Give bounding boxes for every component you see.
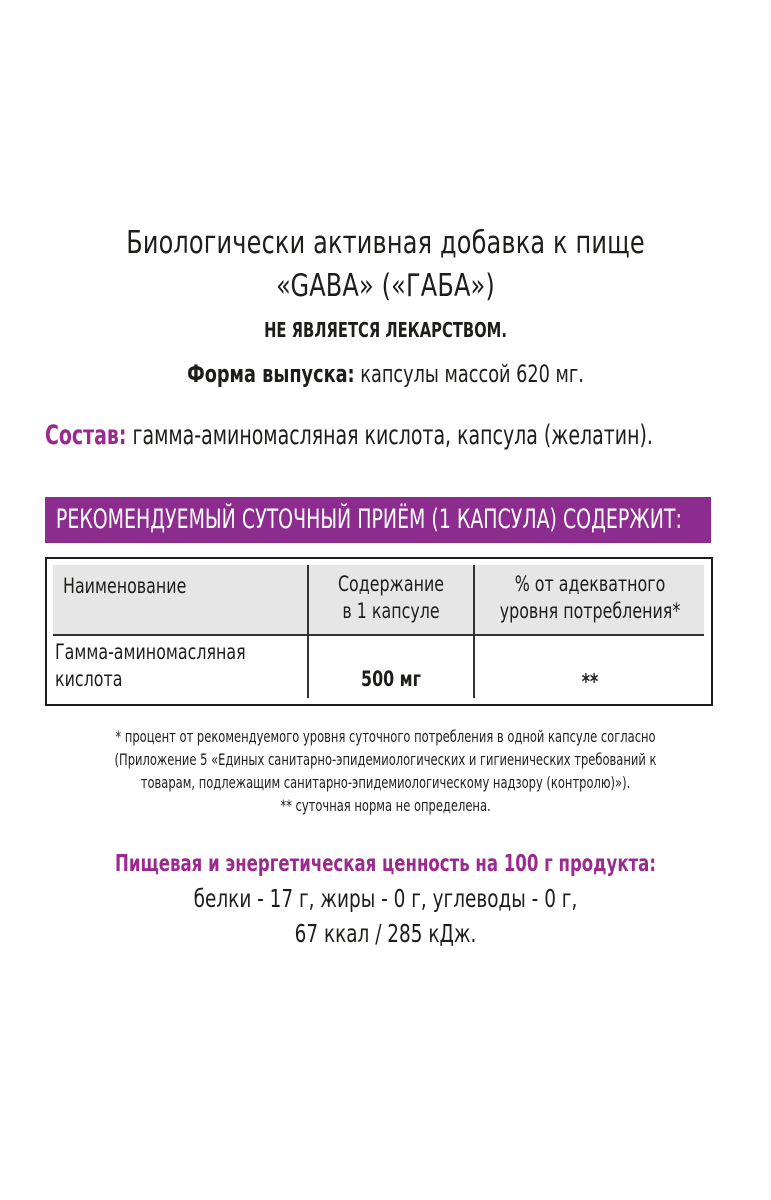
daily-intake-table (45, 557, 713, 706)
nutrition-title: Пищевая и энергетическая ценность на 100 г продукта: (115, 851, 656, 877)
column-divider (307, 565, 309, 698)
footnote-1: * процент от рекомендуемого уровня суточного потребления в одной капсуле согласно (115, 727, 656, 746)
header-percent-line2: уровня потребления* (499, 599, 681, 623)
header-content (322, 571, 460, 625)
table-row-content: 500 мг (361, 667, 421, 691)
footnote-4: ** суточная норма не определена. (280, 796, 491, 815)
nutrition-energy: 67 ккал / 285 кДж. (294, 919, 477, 948)
row-name-line2: кислота (55, 667, 123, 691)
table-row-name (55, 639, 246, 693)
release-form-value: капсулы массой 620 мг. (354, 360, 584, 388)
daily-intake-banner (45, 497, 711, 543)
release-form (69, 360, 701, 388)
row-name-line1: Гамма-аминомасляная (55, 640, 246, 664)
release-form-label: Форма выпуска: (187, 360, 355, 388)
footnote-3: товарам, подлежащим санитарно-эпидемиологическому надзору (контролю)»). (140, 773, 631, 792)
product-title-line1: Биологически активная добавка к пище (126, 225, 645, 261)
header-content-line2: в 1 капсуле (342, 599, 440, 623)
header-percent-line1: % от адекватного (514, 572, 666, 596)
nutrition-macros: белки - 17 г, жиры - 0 г, углеводы - 0 г, (193, 884, 578, 913)
table-row-percent: ** (581, 670, 599, 694)
composition-value: гамма-аминомасляная кислота, капсула (желатин). (126, 420, 653, 451)
product-title-line2: «GABA» («ГАБА») (276, 268, 495, 304)
footnote-2: (Приложение 5 «Единых санитарно-эпидемиологических и гигиенических требований к (114, 750, 657, 769)
header-content-line1: Содержание (337, 572, 445, 596)
header-divider (53, 634, 704, 636)
header-name: Наименование (63, 574, 187, 598)
daily-intake-banner-text: РЕКОМЕНДУЕМЫЙ СУТОЧНЫЙ ПРИЁМ (1 КАПСУЛА) СОДЕРЖИТ: (55, 504, 682, 535)
composition-label: Состав: (45, 420, 127, 451)
column-divider (473, 565, 475, 698)
not-medicine-notice: НЕ ЯВЛЯЕТСЯ ЛЕКАРСТВОМ. (264, 318, 507, 342)
header-percent (493, 571, 686, 625)
composition (45, 420, 653, 451)
